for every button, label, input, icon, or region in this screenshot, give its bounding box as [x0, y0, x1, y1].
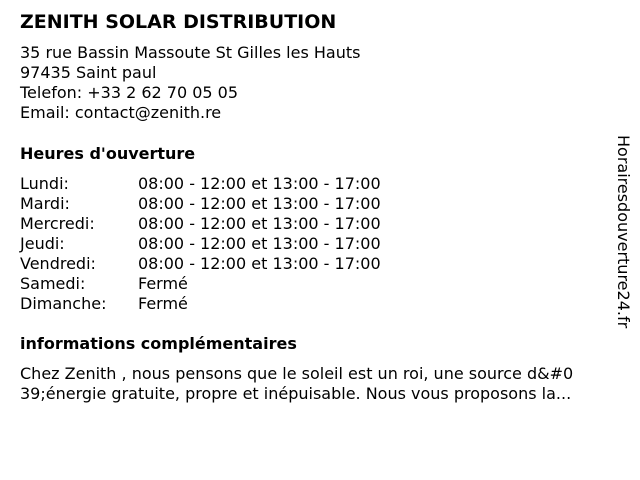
hours-row-tuesday: [20, 194, 440, 214]
email-line: Email: contact@zenith.re: [20, 103, 222, 122]
day-label: Vendredi:: [20, 254, 96, 273]
additional-info-heading: informations complémentaires: [20, 334, 297, 353]
day-label: Dimanche:: [20, 294, 107, 313]
postal-city-line: 97435 Saint paul: [20, 63, 157, 82]
time-range: Fermé: [138, 294, 188, 313]
day-label: Jeudi:: [20, 234, 65, 253]
time-range: 08:00 - 12:00 et 13:00 - 17:00: [138, 234, 381, 253]
hours-row-saturday: [20, 274, 440, 294]
hours-row-friday: [20, 254, 440, 274]
day-label: Samedi:: [20, 274, 86, 293]
time-range: 08:00 - 12:00 et 13:00 - 17:00: [138, 254, 381, 273]
business-name: ZENITH SOLAR DISTRIBUTION: [20, 11, 337, 33]
day-label: Lundi:: [20, 174, 69, 193]
time-range: Fermé: [138, 274, 188, 293]
day-label: Mardi:: [20, 194, 70, 213]
contact-block: [20, 43, 360, 123]
opening-hours-table: [20, 174, 440, 314]
hours-row-thursday: [20, 234, 440, 254]
day-label: Mercredi:: [20, 214, 95, 233]
opening-hours-heading: Heures d'ouverture: [20, 144, 196, 163]
hours-row-monday: [20, 174, 440, 194]
address-line: 35 rue Bassin Massoute St Gilles les Hauts: [20, 43, 361, 62]
watermark-text: Horairesdouverture24.fr: [614, 135, 633, 329]
site-watermark: [612, 135, 634, 350]
time-range: 08:00 - 12:00 et 13:00 - 17:00: [138, 214, 381, 233]
hours-row-sunday: [20, 294, 440, 314]
phone-line: Telefon: +33 2 62 70 05 05: [20, 83, 239, 102]
time-range: 08:00 - 12:00 et 13:00 - 17:00: [138, 194, 381, 213]
info-text-line: 39;énergie gratuite, propre et inépuisable. Nous vous proposons la...: [20, 384, 572, 403]
time-range: 08:00 - 12:00 et 13:00 - 17:00: [138, 174, 381, 193]
hours-row-wednesday: [20, 214, 440, 234]
info-text-line: Chez Zenith , nous pensons que le soleil est un roi, une source d&#0: [20, 364, 574, 383]
additional-info-text: [20, 364, 620, 404]
